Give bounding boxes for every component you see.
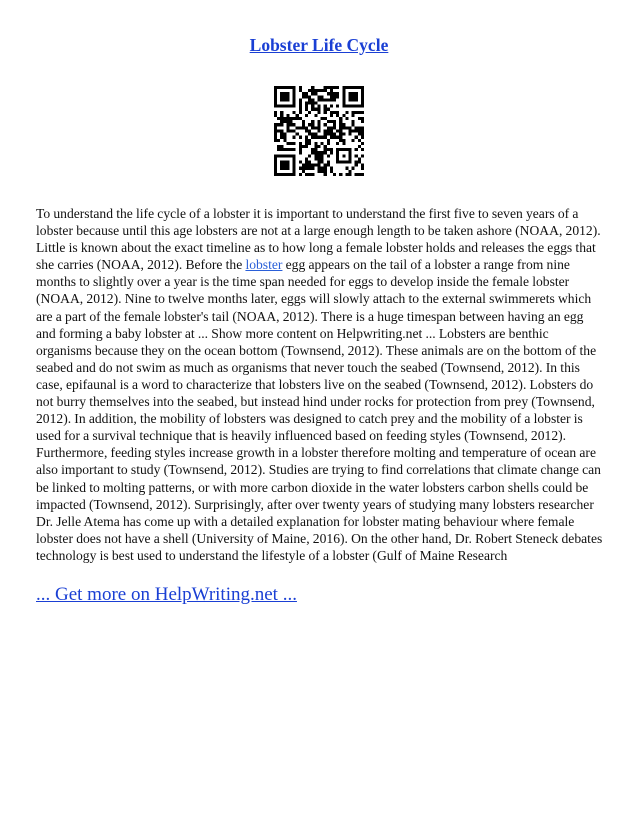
body-text-part-1: To understand the life cycle of a lobster it is important to understand the first five to seven years of a lobster because until this age lobsters are not at a large enough length to be taken ashore (NOAA, 2012). Little is known about the exact timeline as to how long a female lobster holds and releases the eggs that she carries (NOAA, 2012). Before the [36,206,601,273]
document-title-link[interactable]: Lobster Life Cycle [249,35,389,55]
get-more-link[interactable]: ... Get more on HelpWriting.net ... [36,584,297,605]
lobster-inline-link[interactable]: lobster [245,257,283,273]
body-text-part-2: egg appears on the tail of a lobster a range from nine months to slightly over a year is the time span needed for eggs to develop inside the female lobster (NOAA, 2012). Nine to twelve months later, eggs will slowly attach to the external swimmerets which are a part of the female lobster's tail (NOAA, 2012). There is a huge timespan between having an egg and forming a baby lobster at ... Show more content on Helpwriting.net ... Lobsters are benthic organisms because they on the ocean bottom (Townsend, 2012). These animals are on the bottom of the seabed and do not swim as much as organisms that never touch the seabed (Townsend, 2012). In this case, epifaunal is a word to characterize that lobsters live on the seabed (Townsend, 2012). Lobsters do not burry themselves into the seabed, but instead hind under rocks for protection from prey (Townsend, 2012). In addition, the mobility of lobsters was designed to catch prey and the mobility of a lobster is used for a survival technique that is heavily influenced based on feeding styles (Townsend, 2012). Furthermore, feeding styles increase growth in a lobster therefore molting and temperature of ocean are also important to study (Townsend, 2012). Studies are trying to find correlations that climate change can be linked to molting patterns, or with more carbon dioxide in the water lobsters carbon shells could be impacted (Townsend, 2012). Surprisingly, after over twenty years of studying many lobsters researcher Dr. Jelle Atema has come up with a detailed explanation for lobster mating behaviour where female lobster does not have a shell (University of Maine, 2016). On the other hand, Dr. Robert Steneck debates technology is best used to understand the lifestyle of a lobster (Gulf of Maine Research [36,257,603,563]
body-paragraph [36,205,603,564]
qr-code-icon [274,86,364,176]
